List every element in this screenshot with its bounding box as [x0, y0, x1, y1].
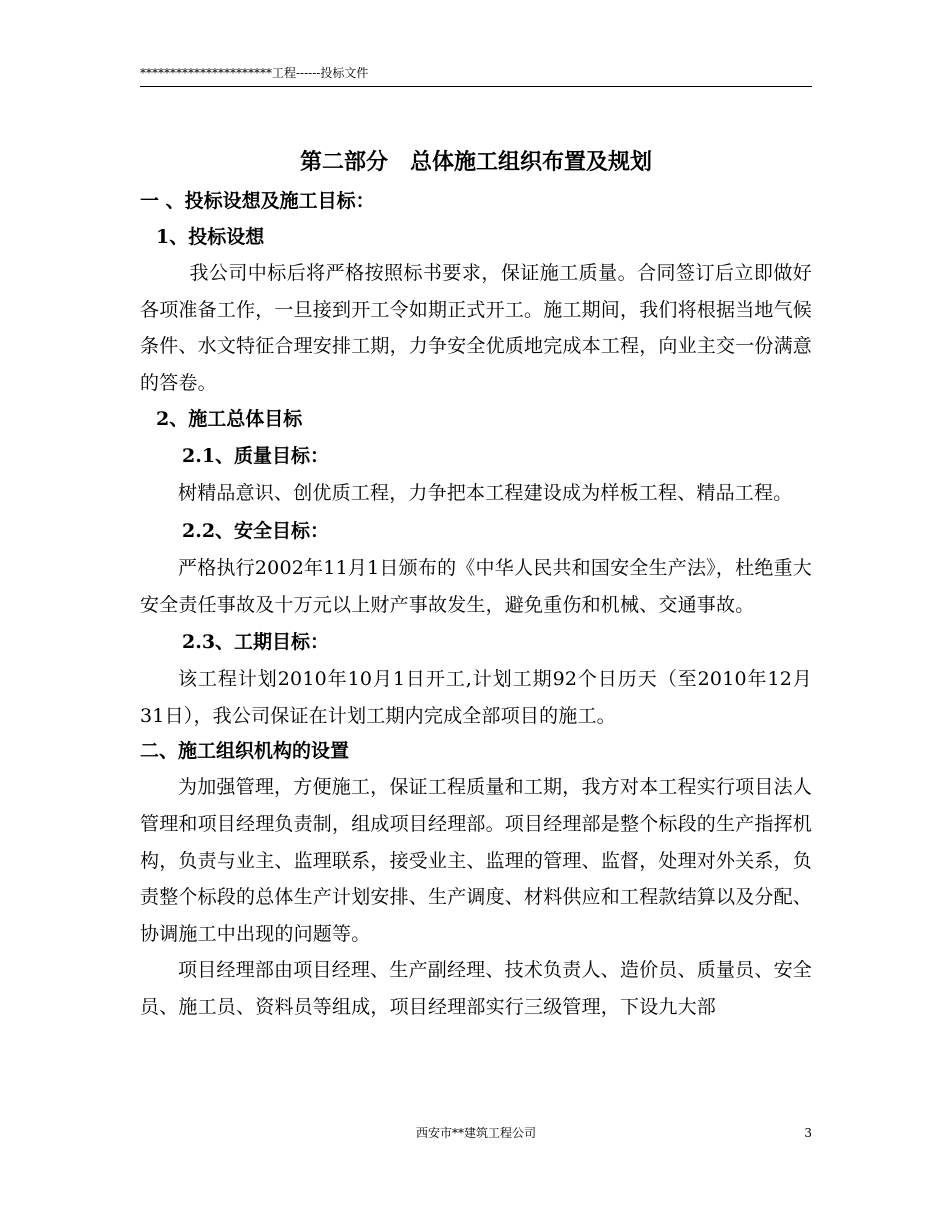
paragraph-safety-goal: 严格执行2002年11月1日颁布的《中华人民共和国安全生产法》，杜绝重大安全责任事故及十万元以上财产事故发生，避免重伤和机械、交通事故。: [140, 556, 812, 616]
subsection-heading-overall-goals: 2、施工总体目标: [156, 408, 303, 431]
paragraph-schedule-goal: 该工程计划2010年10月1日开工,计划工期92个日历天（至2010年12月31日），我公司保证在计划工期内完成全部项目的施工。: [140, 668, 812, 727]
paragraph-quality-goal: 树精品意识、创优质工程，力争把本工程建设成为样板工程、精品工程。: [178, 482, 793, 505]
heading-safety-goal: 2.2、安全目标：: [182, 519, 330, 542]
heading-schedule-goal: 2.3、工期目标：: [182, 631, 330, 654]
section-heading-2: 二、施工组织机构的设置: [140, 740, 350, 763]
header-text: **********************工程------投标文件: [140, 66, 369, 80]
footer-company: 西安市**建筑工程公司: [415, 1126, 536, 1140]
section-heading-1: 一 、投标设想及施工目标：: [140, 190, 375, 212]
document-title: 第二部分 总体施工组织布置及规划: [299, 149, 652, 175]
subsection-heading-bidding-concept: 1、投标设想: [156, 226, 265, 248]
heading-quality-goal: 2.1、质量目标：: [182, 445, 330, 468]
paragraph-organization-2: 项目经理部由项目经理、生产副经理、技术负责人、造价员、质量员、安全员、施工员、资料员等组成，项目经理部实行三级管理，下设九大部: [140, 959, 812, 1018]
paragraph-organization-1: 为加强管理，方便施工，保证工程质量和工期，我方对本工程实行项目法人管理和项目经理负责制，组成项目经理部。项目经理部是整个标段的生产指挥机构，负责与业主、监理联系，接受业主、监理的管理、监督，处理对外关系，负责整个标段的总体生产计划安排、生产调度、材料供应和工程款结算以及分配、协调施工中出现的问题等。: [140, 776, 813, 945]
paragraph-bidding-concept: 我公司中标后将严格按照标书要求，保证施工质量。合同签订后立即做好各项准备工作，一旦接到开工令如期正式开工。施工期间，我们将根据当地气候条件、水文特征合理安排工期，力争安全优质地完成本工程，向业主交一份满意的答卷。: [140, 262, 813, 394]
document-body: [140, 140, 812, 1026]
page-number: 3: [804, 1126, 812, 1140]
page-header: [140, 66, 812, 87]
